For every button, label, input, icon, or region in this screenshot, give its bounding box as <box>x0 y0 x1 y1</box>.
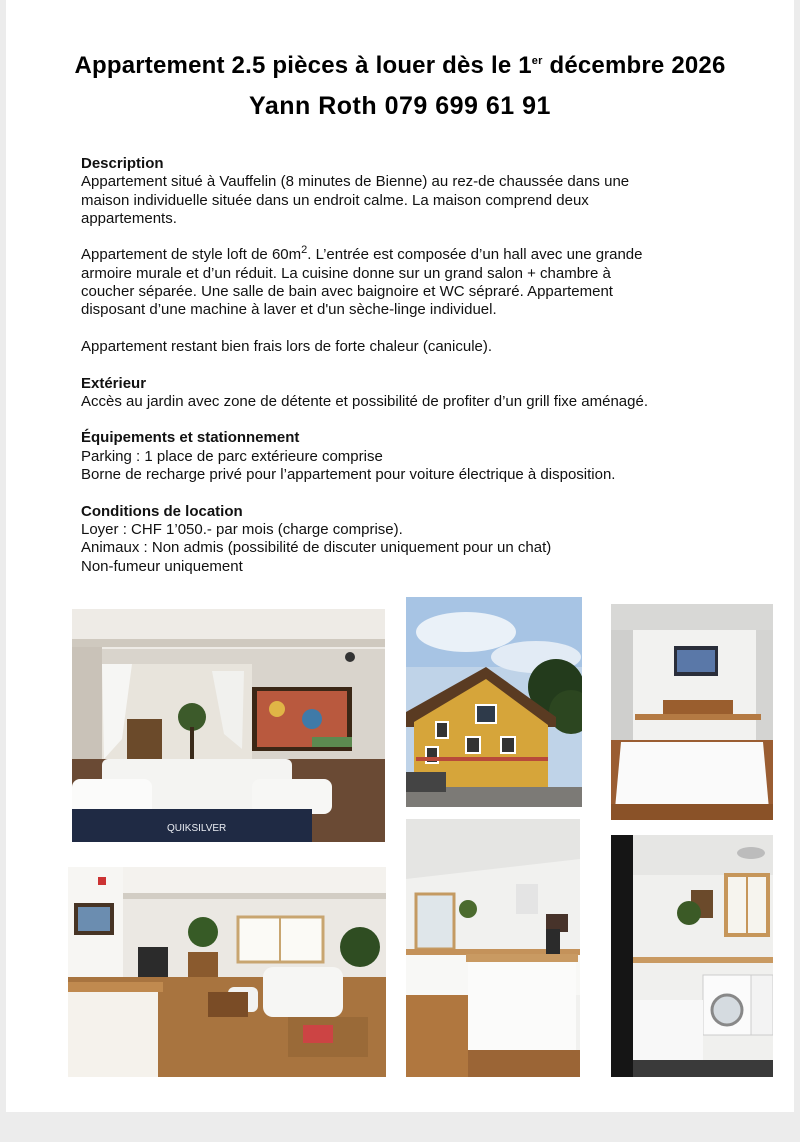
exterieur-text: Accès au jardin avec zone de détente et possibilité de profiter d’un grill fixe aménagé. <box>81 392 649 410</box>
conditions-line: Animaux : Non admis (possibilité de discuter uniquement pour un chat) <box>81 539 552 557</box>
contact-line: Yann Roth 079 699 61 91 <box>249 92 551 120</box>
equipements-line: Borne de recharge privé pour l’appartement pour voiture électrique à disposition. <box>81 466 616 484</box>
house-exterior-photo <box>406 597 582 807</box>
description-line: disposant d’une machine à laver et d'un sèche-linge individuel. <box>81 301 497 319</box>
document-page <box>6 0 794 1112</box>
living-room-photo <box>72 609 385 842</box>
description-line: Appartement restant bien frais lors de forte chaleur (canicule). <box>81 337 493 355</box>
conditions-heading: Conditions de location <box>81 502 243 520</box>
bathroom-photo <box>611 835 773 1077</box>
description-line: Appartement de style loft de $60m^2$. L’entrée est composée d’un hall avec une grande <box>81 244 643 264</box>
blanket-logo: QUIKSILVER <box>167 823 227 834</box>
description-line: coucher séparée. Une salle de bain avec baignoire et WC sépraré. Appartement <box>81 283 613 301</box>
description-heading: Description <box>81 155 164 172</box>
kitchen-photo <box>406 819 580 1077</box>
description-line: appartements. <box>81 209 177 227</box>
listing-body <box>81 155 721 576</box>
equipements-line: Parking : 1 place de parc extérieure comprise <box>81 447 383 465</box>
description-line: maison individuelle située dans un endroit calme. La maison comprend deux <box>81 191 589 209</box>
exterieur-heading: Extérieur <box>81 374 147 392</box>
conditions-line: Non-fumeur uniquement <box>81 557 243 575</box>
lounge-photo <box>68 867 386 1077</box>
description-line: armoire murale et d’un réduit. La cuisine donne sur un grand salon + chambre à <box>81 264 611 282</box>
page-title: Appartement 2.5 pièces à louer dès le 1er décembre 2026 <box>74 52 726 79</box>
description-line: Appartement situé à Vauffelin (8 minutes de Bienne) au rez-de chaussée dans une <box>81 173 630 191</box>
conditions-line: Loyer : CHF 1’050.- par mois (charge comprise). <box>81 520 403 538</box>
bedroom-photo <box>611 604 773 820</box>
equipements-heading: Équipements et stationnement <box>81 429 300 447</box>
